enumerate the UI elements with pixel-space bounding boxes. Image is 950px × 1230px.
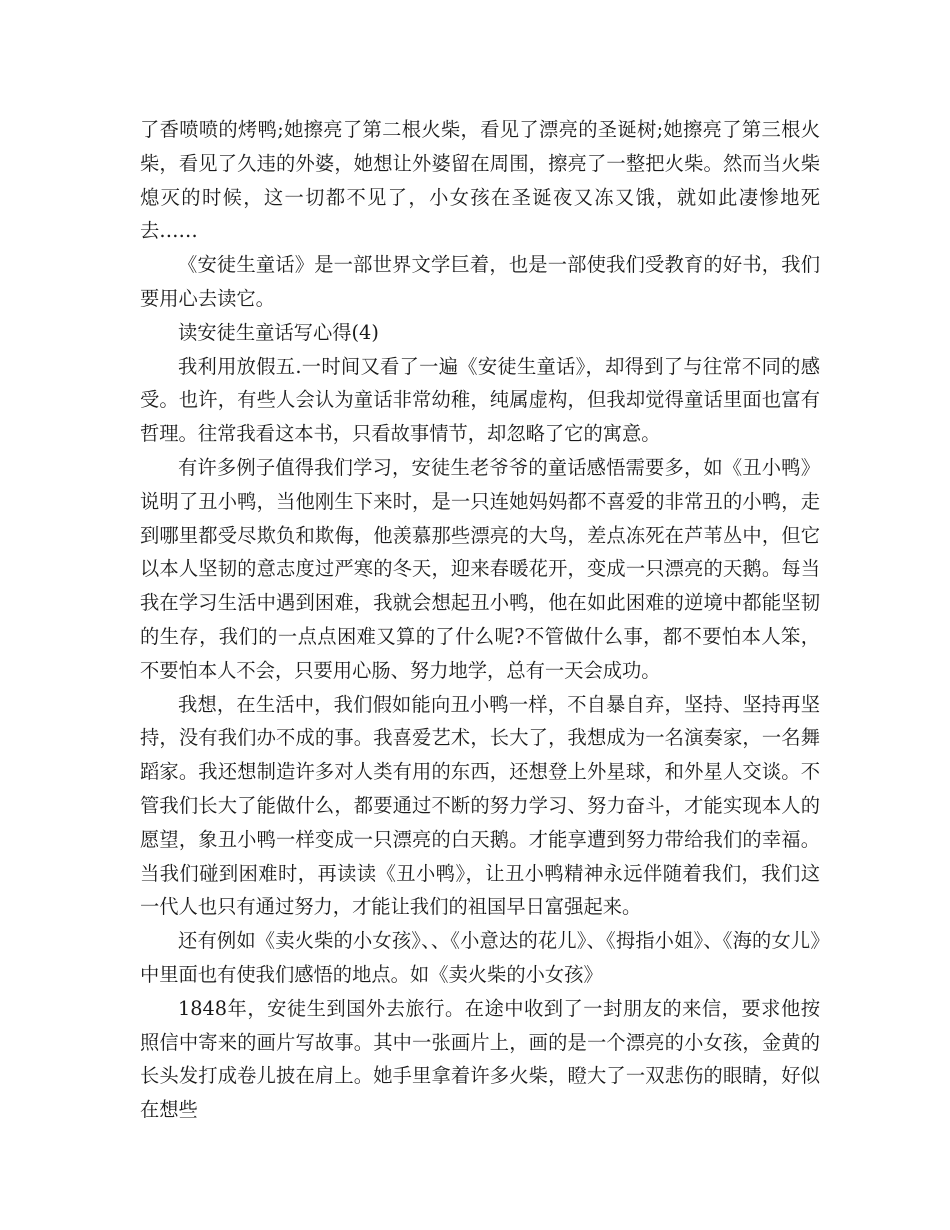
paragraph-1848: 1848年，安徒生到国外去旅行。在途中收到了一封朋友的来信，要求他按照信中寄来的画片写故事。其中一张画片上，画的是一个漂亮的小女孩，金黄的长头发打成卷儿披在肩上。她手里拿着许多火柴，瞪大了一双悲伤的眼睛，好似在想些 [140,996,820,1122]
paragraph-continuation: 了香喷喷的烤鸭;她擦亮了第二根火柴，看见了漂亮的圣诞树;她擦亮了第三根火柴，看见了久违的外婆，她想让外婆留在周围，擦亮了一整把火柴。然而当火柴熄灭的时候，这一切都不见了，小女孩在圣诞夜又冻又饿，就如此凄惨地死去…… [140,118,820,243]
paragraph-reflection: 我想，在生活中，我们假如能向丑小鸭一样，不自暴自弃，坚持、坚持再坚持，没有我们办不成的事。我喜爱艺术，长大了，我想成为一名演奏家，一名舞蹈家。我还想制造许多对人类有用的东西，还想登上外星球，和外星人交谈。不管我们长大了能做什么，都要通过不断的努力学习、努力奋斗，才能实现本人的愿望，象丑小鸭一样变成一只漂亮的白天鹅。才能享遭到努力带给我们的幸福。当我们碰到困难时，再读读《丑小鸭》，让丑小鸭精神永远伴随着我们，我们这一代人也只有通过努力，才能让我们的祖国早日富强起来。 [140,692,820,919]
paragraph-ugly-duckling: 有许多例子值得我们学习，安徒生老爷爷的童话感悟需要多，如《丑小鸭》说明了丑小鸭，当他刚生下来时，是一只连她妈妈都不喜爱的非常丑的小鸭，走到哪里都受尽欺负和欺侮，他羡慕那些漂亮的大鸟，差点冻死在芦苇丛中，但它以本人坚韧的意志度过严寒的冬天，迎来春暖花开，变成一只漂亮的天鹅。每当我在学习生活中遇到困难，我就会想起丑小鸭，他在如此困难的逆境中都能坚韧的生存，我们的一点点困难又算的了什么呢?不管做什么事，都不要怕本人笨，不要怕本人不会，只要用心肠、努力地学，总有一天会成功。 [140,455,820,682]
paragraph-book-praise: 《安徒生童话》是一部世界文学巨着，也是一部使我们受教育的好书，我们要用心去读它。 [140,253,820,310]
paragraph-other-stories: 还有例如《卖火柴的小女孩》、、《小意达的花儿》、《拇指小姐》、《海的女儿》中里面也有使我们感悟的地点。如《卖火柴的小女孩》 [140,929,820,986]
section-heading: 读安徒生童话写心得(4) [178,320,379,344]
document-page [140,113,820,1127]
paragraph-intro: 我利用放假五.一时间又看了一遍《安徒生童话》，却得到了与往常不同的感受。也许，有些人会认为童话非常幼稚，纯属虚构，但我却觉得童话里面也富有哲理。往常我看这本书，只看故事情节，却忽略了它的寓意。 [140,354,820,446]
